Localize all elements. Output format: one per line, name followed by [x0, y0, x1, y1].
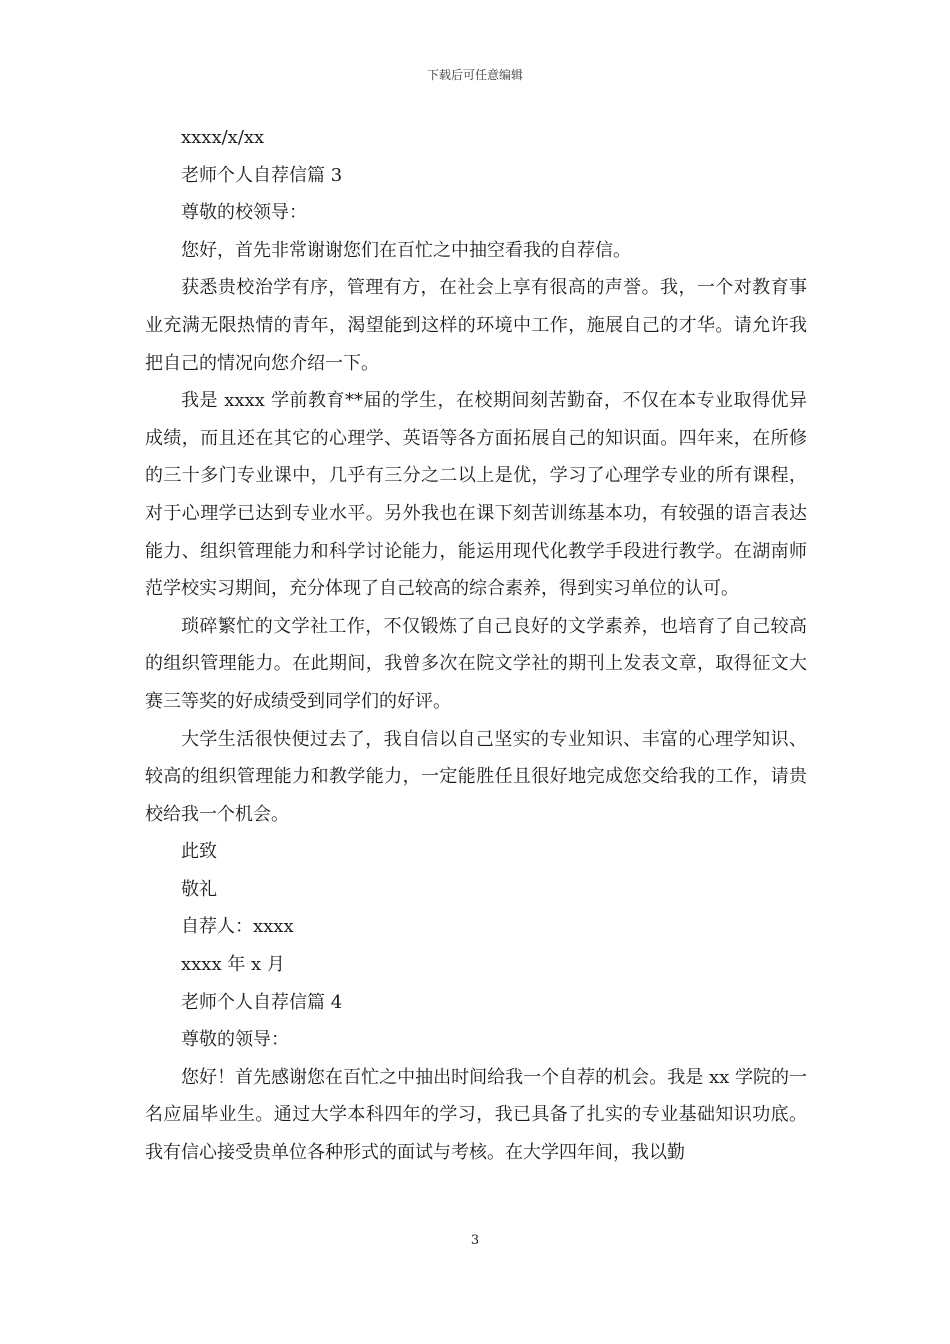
section-title-4: 老师个人自荐信篇 4 [181, 991, 343, 1013]
body-paragraph: 琐碎繁忙的文学社工作，不仅锻炼了自己良好的文学素养，也培育了自己较高的组织管理能力。在此期间，我曾多次在院文学社的期刊上发表文章，取得征文大赛三等奖的好成绩受到同学们的好评。 [145, 615, 807, 712]
body-paragraph: 我是 xxxx 学前教育**届的学生，在校期间刻苦勤奋，不仅在本专业取得优异成绩，而且还在其它的心理学、英语等各方面拓展自己的知识面。四年来，在所修的三十多门专业课中，几乎有三分之二以上是优，学习了心理学专业的所有课程，对于心理学已达到专业水平。另外我也在课下刻苦训练基本功，有较强的语言表达能力、组织管理能力和科学讨论能力，能运用现代化教学手段进行教学。在湖南师范学校实习期间，充分体现了自己较高的综合素养，得到实习单位的认可。 [145, 390, 807, 600]
page-header: 下载后可任意编辑 [426, 68, 523, 82]
greeting-paragraph: 您好，首先非常谢谢您们在百忙之中抽空看我的自荐信。 [181, 239, 631, 261]
body-paragraph: 获悉贵校治学有序，管理有方，在社会上享有很高的声誉。我，一个对教育事业充满无限热情的青年，渴望能到这样的环境中工作，施展自己的才华。请允许我把自己的情况向您介绍一下。 [145, 277, 807, 374]
section-title-3: 老师个人自荐信篇 3 [181, 164, 343, 186]
closing-regards: 敬礼 [181, 878, 217, 900]
date-line: xxxx/x/xx [181, 127, 265, 148]
salutation: 尊敬的校领导： [181, 202, 307, 224]
closing-line: 此致 [181, 841, 217, 863]
document-body [145, 119, 807, 1172]
page-number: 3 [470, 1233, 480, 1248]
signature-line: 自荐人：xxxx [181, 916, 294, 938]
salutation: 尊敬的领导： [181, 1029, 289, 1051]
signature-date: xxxx 年 x 月 [181, 954, 285, 976]
body-paragraph: 您好！首先感谢您在百忙之中抽出时间给我一个自荐的机会。我是 xx 学院的一名应届毕业生。通过大学本科四年的学习，我已具备了扎实的专业基础知识功底。我有信心接受贵单位各种形式的面试与考核。在大学四年间，我以勤 [145, 1066, 807, 1164]
body-paragraph: 大学生活很快便过去了，我自信以自己坚实的专业知识、丰富的心理学知识、较高的组织管理能力和教学能力，一定能胜任且很好地完成您交给我的工作，请贵校给我一个机会。 [145, 728, 807, 825]
